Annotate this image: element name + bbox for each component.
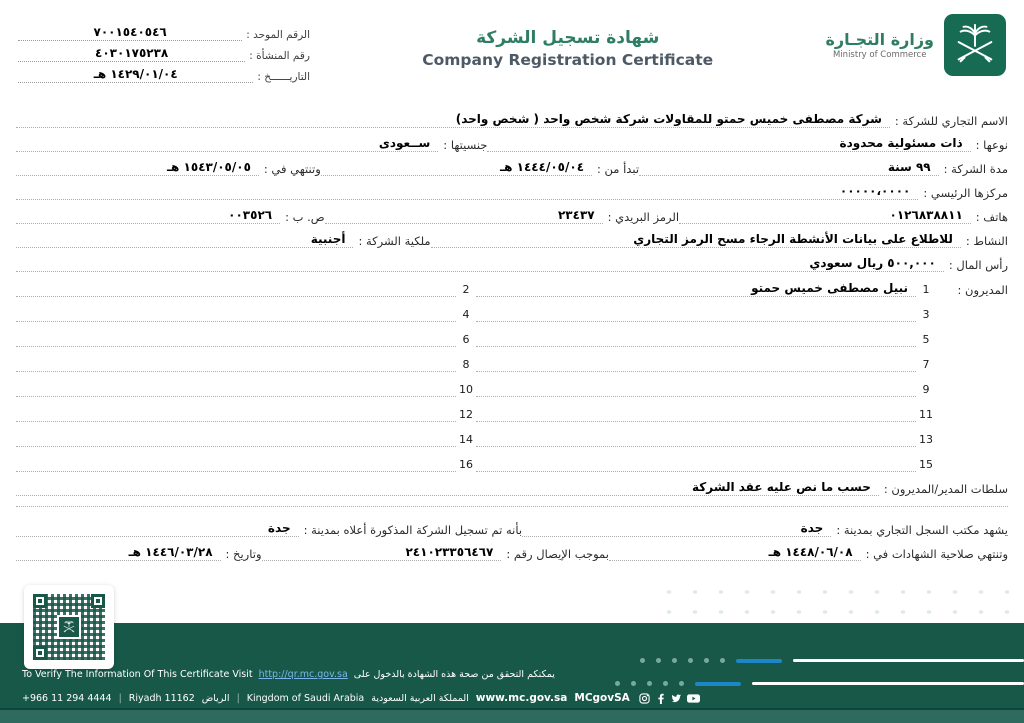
type-label: نوعها : — [975, 138, 1008, 152]
attest-city-label: بأنه تم تسجيل الشركة المذكورة أعلاه بمدينة : — [303, 523, 523, 537]
phone-label: هاتف : — [975, 210, 1008, 224]
manager-slot-line — [476, 420, 916, 422]
band-decoration-bottom — [615, 681, 1024, 686]
receipt-no-value: ٢٤١٠٢٣٣٥٦٤٦٧ — [405, 544, 494, 559]
trade-name-label: الاسم التجاري للشركة : — [894, 114, 1008, 128]
postal-code-label: الرمز البريدي : — [607, 210, 680, 224]
managers-row-15-16 — [16, 447, 1008, 472]
qr-card — [24, 585, 114, 669]
verify-line — [22, 669, 555, 680]
nationality-line — [16, 136, 438, 152]
divider: | — [118, 692, 122, 704]
duration-row — [16, 152, 1008, 176]
ministry-name-english: Ministry of Commerce — [832, 50, 927, 60]
manager-slot-number: 6 — [462, 333, 470, 346]
nationality-value: ســعودى — [378, 135, 431, 150]
unified-number-value: ٧٠٠١٥٤٠٥٤٦ — [18, 26, 242, 41]
managers-row-9-10 — [16, 372, 1008, 397]
facility-number-label: رقم المنشأة : — [249, 50, 310, 62]
manager-slot-number: 10 — [459, 383, 473, 396]
manager-slot-line — [16, 370, 456, 372]
end-date-value: ١٥٤٣/٠٥/٠٥ هـ — [166, 159, 251, 174]
headquarters-line — [16, 184, 918, 200]
white-line — [793, 659, 1024, 662]
twitter-icon[interactable] — [671, 693, 682, 704]
postal-code-value: ٢٣٤٣٧ — [557, 207, 595, 222]
footer-phone: +966 11 294 4444 — [22, 692, 112, 704]
end-date-line — [16, 160, 259, 176]
trade-name-row — [16, 104, 1008, 128]
issue-date-label: التاريــــــخ : — [257, 71, 310, 83]
ministry-name — [825, 30, 934, 60]
blue-dash — [736, 659, 782, 663]
phone-value: ٠١٢٦٨٣٨٨١١ — [889, 207, 963, 222]
activity-ownership-row — [16, 224, 1008, 248]
manager-slot-line — [476, 320, 916, 322]
footer-bottom-strip — [0, 708, 1024, 723]
youtube-icon[interactable] — [687, 693, 700, 704]
po-box-value: ٠٠٣٥٢٦ — [228, 207, 273, 222]
duration-label: مدة الشركة : — [943, 162, 1008, 176]
type-nationality-row — [16, 128, 1008, 152]
section-separator — [16, 496, 1008, 507]
powers-line — [16, 480, 879, 496]
manager-slot-line — [16, 395, 456, 397]
manager-slot-line — [16, 445, 456, 447]
attest-office-label: يشهد مكتب السجل التجاري بمدينة : — [836, 523, 1008, 537]
footer-city-en: Riyadh 11162 — [128, 692, 195, 704]
activity-value: للاطلاع على بيانات الأنشطة الرجاء مسح الرمز التجاري — [633, 231, 953, 246]
powers-label: سلطات المدير/المديرون : — [883, 482, 1008, 496]
activity-line — [431, 232, 961, 248]
nationality-label: جنسيتها : — [443, 138, 488, 152]
footer-social-handle[interactable]: MCgovSA — [574, 692, 630, 704]
manager-slot-line — [476, 395, 916, 397]
headquarters-row — [16, 176, 1008, 200]
manager-slot-line — [16, 295, 456, 297]
manager-slot-number: 9 — [922, 383, 930, 396]
manager-slot-number: 14 — [459, 433, 473, 446]
white-line — [752, 682, 1024, 685]
decorative-dot-grid — [656, 582, 1016, 622]
phone-postal-row — [16, 200, 1008, 224]
postal-code-line — [325, 208, 603, 224]
headquarters-label: مركزها الرئيسي : — [923, 186, 1008, 200]
capital-line — [16, 256, 944, 272]
manager-slot-line — [16, 470, 456, 472]
qr-center-logo-icon — [57, 615, 81, 639]
manager-slot-number: 8 — [462, 358, 470, 371]
managers-row-1-2 — [16, 272, 1008, 297]
headquarters-value: ٠٠٠٠٠،٠٠٠٠ — [839, 183, 911, 198]
manager-slot-number: 5 — [922, 333, 930, 346]
duration-line — [639, 160, 939, 176]
receipt-date-line — [16, 545, 221, 561]
attest-city-value: جدة — [267, 520, 291, 535]
title-arabic: شهادة تسجيل الشركة — [476, 28, 660, 48]
verify-text-ar: يمكنكم التحقق من صحة هذه الشهادة بالدخول على — [353, 669, 555, 680]
manager-slot-number: 4 — [462, 308, 470, 321]
manager-1-value: نبيل مصطفى خميس حمتو — [751, 280, 908, 295]
ownership-line — [16, 232, 353, 248]
receipt-no-line — [262, 545, 502, 561]
powers-row — [16, 472, 1008, 496]
duration-value: ٩٩ سنة — [887, 159, 931, 174]
manager-slot-number: 2 — [462, 283, 470, 296]
ownership-label: ملكية الشركة : — [358, 234, 431, 248]
facility-number-row — [18, 41, 310, 62]
type-value: ذات مسئولية محدودة — [839, 135, 963, 150]
receipt-date-value: ١٤٤٦/٠٣/٢٨ هـ — [128, 544, 213, 559]
receipt-no-label: بموجب الإيصال رقم : — [506, 547, 609, 561]
capital-label: رأس المال : — [948, 258, 1008, 272]
end-date-label: وتنتهي في : — [263, 162, 321, 176]
ownership-value: أجنبية — [310, 231, 346, 246]
unified-number-label: الرقم الموحد : — [246, 29, 310, 41]
title-english: Company Registration Certificate — [422, 51, 714, 69]
ministry-name-arabic: وزارة التجـارة — [825, 30, 934, 49]
manager-slot-number: 7 — [922, 358, 930, 371]
po-box-label: ص. ب : — [285, 210, 325, 224]
attestation-row — [16, 513, 1008, 537]
capital-value: ٥٠٠,٠٠٠ ريال سعودي — [809, 255, 936, 270]
po-box-line — [16, 208, 280, 224]
attest-office-line — [522, 521, 831, 537]
footer-city-ar: الرياض — [201, 692, 230, 704]
manager-slot-number: 15 — [919, 458, 933, 471]
manager-slot-number: 11 — [919, 408, 933, 421]
cert-expiry-line — [609, 545, 861, 561]
trade-name-line — [16, 112, 890, 128]
trade-name-value: شركة مصطفى خميس حمتو للمقاولات شركة شخص واحد ( شخص واحد) — [455, 111, 882, 126]
issue-date-row — [18, 62, 310, 83]
manager-slot-line — [16, 320, 456, 322]
start-date-label: تبدأ من : — [597, 162, 640, 176]
verify-link[interactable]: http://qr.mc.gov.sa — [258, 669, 348, 680]
qr-code-icon — [33, 594, 105, 660]
issue-date-value: ١٤٢٩/٠١/٠٤ هـ — [18, 68, 253, 83]
manager-slot-number: 16 — [459, 458, 473, 471]
ministry-logo-icon — [944, 14, 1006, 76]
attest-city-line — [16, 521, 299, 537]
divider: | — [236, 692, 240, 704]
start-date-value: ١٤٤٤/٠٥/٠٤ هـ — [500, 159, 585, 174]
phone-line — [679, 208, 971, 224]
powers-value: حسب ما نص عليه عقد الشركة — [692, 479, 871, 494]
managers-label: المديرون : — [957, 283, 1008, 297]
activity-label: النشاط : — [965, 234, 1008, 248]
managers-row-5-6 — [16, 322, 1008, 347]
manager-slot-line — [476, 370, 916, 372]
type-line — [487, 136, 970, 152]
validity-row — [16, 537, 1008, 561]
start-date-line — [321, 160, 592, 176]
manager-slot-line — [476, 445, 916, 447]
capital-row — [16, 248, 1008, 272]
receipt-date-label: وتاريخ : — [225, 547, 262, 561]
footer-website[interactable]: www.mc.gov.sa — [475, 692, 568, 704]
managers-row-7-8 — [16, 347, 1008, 372]
cert-expiry-label: وتنتهي صلاحية الشهادات في : — [865, 547, 1008, 561]
unified-number-row — [18, 20, 310, 41]
manager-slot-line — [16, 420, 456, 422]
manager-slot-line — [476, 470, 916, 472]
manager-slot-number: 1 — [922, 283, 930, 296]
managers-row-11-12 — [16, 397, 1008, 422]
verify-text-en: To Verify The Information Of This Certificate Visit — [22, 669, 253, 680]
manager-slot-line — [476, 281, 916, 297]
header — [18, 12, 1006, 98]
certificate-title — [310, 12, 825, 69]
facility-number-value: ٤٠٣٠١٧٥٢٣٨ — [18, 47, 245, 62]
footer-country-en: Kingdom of Saudi Arabia — [246, 692, 365, 704]
managers-row-3-4 — [16, 297, 1008, 322]
manager-slot-line — [476, 345, 916, 347]
manager-slot-number: 13 — [919, 433, 933, 446]
attest-office-value: جدة — [800, 520, 824, 535]
header-reference-block — [18, 12, 310, 83]
manager-slot-number: 12 — [459, 408, 473, 421]
manager-slot-number: 3 — [922, 308, 930, 321]
managers-row-13-14 — [16, 422, 1008, 447]
social-icons — [639, 693, 700, 704]
ministry-brand — [825, 12, 1006, 76]
blue-dash — [695, 682, 741, 686]
footer-country-ar: المملكة العربية السعودية — [371, 692, 469, 704]
manager-slot-line — [16, 345, 456, 347]
cert-expiry-value: ١٤٤٨/٠٦/٠٨ هـ — [768, 544, 853, 559]
band-decoration-top — [640, 658, 1024, 663]
contact-line — [22, 692, 700, 704]
certificate-body — [16, 104, 1008, 561]
facebook-icon[interactable] — [655, 693, 666, 704]
instagram-icon[interactable] — [639, 693, 650, 704]
